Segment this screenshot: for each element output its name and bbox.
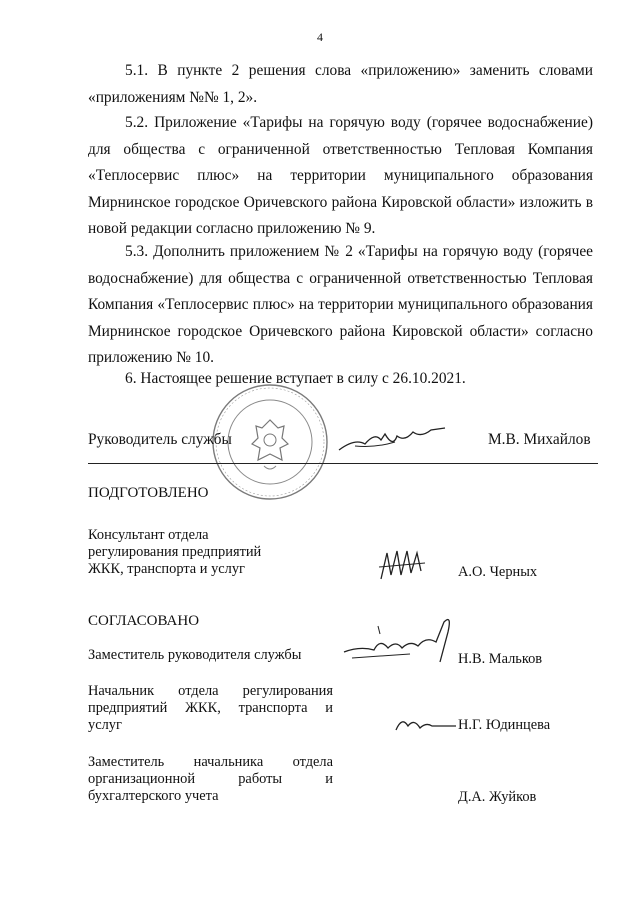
agreed-signer-2-position-line2: предприятий ЖКК, транспорта и — [88, 700, 333, 716]
page-number: 4 — [317, 30, 323, 44]
agreed-signer-3-position-line1: Заместитель начальника отдела — [88, 754, 333, 770]
prepared-position-line1: Консультант отдела — [88, 527, 209, 543]
head-signature — [335, 418, 455, 458]
agreed-signer-2-name: Н.Г. Юдинцева — [458, 717, 551, 733]
agreed-signer-2-position-line3: услуг — [88, 717, 122, 733]
agreed-signer-3-position-line3: бухгалтерского учета — [88, 788, 219, 804]
prepared-signature — [375, 545, 435, 585]
prepared-position-line3: ЖКК, транспорта и услуг — [88, 561, 245, 577]
agreed-signer-1-position: Заместитель руководителя службы — [88, 647, 302, 663]
paragraph-5-3: 5.3. Дополнить приложением № 2 «Тарифы на горячую воду (горячее водоснабжение) для общества с ограниченной ответственностью Тепловая Компания «Теплосервис плюс» на территории муниципального образования Мирнинское городское Оричевского района Кировской области» согласно приложению № 10. — [88, 243, 593, 367]
separator-line — [88, 463, 598, 464]
paragraph-6: 6. Настоящее решение вступает в силу с 26.10.2021. — [125, 370, 466, 387]
agreed-signer-2-signature — [392, 708, 462, 738]
agreed-signer-1-name: Н.В. Мальков — [458, 651, 543, 667]
agreed-signer-1-signature — [340, 612, 470, 678]
prepared-heading: ПОДГОТОВЛЕНО — [88, 485, 209, 501]
agreed-signer-2-position-line1: Начальник отдела регулирования — [88, 683, 333, 699]
head-name: М.В. Михайлов — [488, 431, 591, 448]
agreed-signer-3-position-line2: организационной работы и — [88, 771, 333, 787]
agreed-heading: СОГЛАСОВАНО — [88, 613, 200, 629]
paragraph-5-1: 5.1. В пункте 2 решения слова «приложению» заменить словами «приложениям №№ 1, 2». — [88, 62, 593, 106]
paragraph-5-2: 5.2. Приложение «Тарифы на горячую воду (горячее водоснабжение) для общества с ограниченной ответственностью Тепловая Компания «Теплосервис плюс» на территории муниципального образования Мирнинское городское Оричевского района Кировской области» изложить в новой редакции согласно приложению № 9. — [88, 114, 593, 238]
head-position: Руководитель службы — [88, 431, 232, 448]
prepared-position-line2: регулирования предприятий — [88, 544, 262, 560]
prepared-name: А.О. Черных — [458, 564, 538, 580]
agreed-signer-3-name: Д.А. Жуйков — [458, 789, 537, 805]
